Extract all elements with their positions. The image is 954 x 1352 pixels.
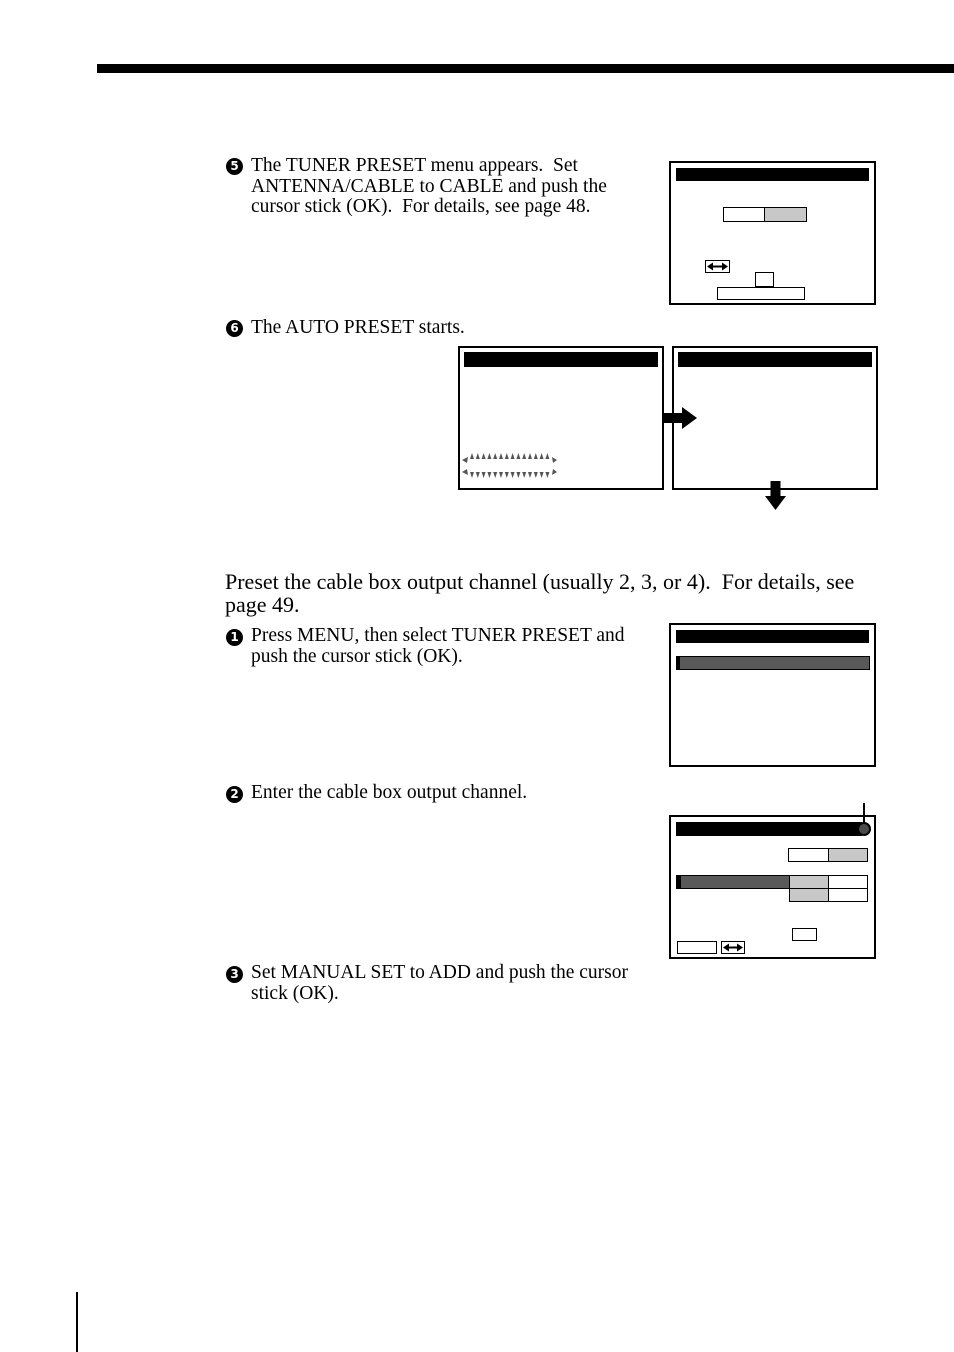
scanning-triangle [545,472,549,478]
selected-setting-row [676,875,868,889]
scanning-triangle [540,472,544,478]
row-option [829,876,867,888]
toggle-option-left [724,208,765,221]
scanning-triangle [545,453,549,459]
instruction-line: Set MANUAL SET to ADD and push the cursor [251,962,628,983]
step-instruction [251,963,628,1004]
instruction-line: push the cursor stick (OK). [251,645,463,667]
scanning-triangle [476,453,480,459]
cable-box-intro [225,570,854,616]
instruction-line: ANTENNA/CABLE to CABLE and push the [251,175,607,197]
scanning-triangle [522,472,526,478]
intro-line: page 49. [225,592,300,617]
row-option [829,889,867,901]
menu-title-bar [678,352,872,367]
scanning-triangle [552,469,557,475]
scanning-triangle [470,453,474,459]
step-instruction [251,626,625,667]
menu-title-bar [676,822,862,836]
left-right-arrow-icon [705,260,730,273]
scanning-triangle [462,457,468,463]
instruction-line: cursor stick (OK). For details, see page 48. [251,196,591,217]
manual-set-screen [669,815,876,959]
scanning-triangle [522,453,526,459]
scanning-indicator [461,450,559,482]
toggle-option-right-selected [829,849,867,861]
menu-title-bar [464,352,658,367]
scanning-triangle [516,453,520,459]
instruction-line: Press MENU, then select TUNER PRESET and [251,625,625,646]
scanning-triangle [516,472,520,478]
scanning-triangle [487,472,491,478]
row-option-selected [790,876,829,888]
instruction-line: stick (OK). [251,982,339,1004]
scanning-triangle [552,457,557,463]
scanning-triangle [505,453,509,459]
step-instruction [251,783,527,804]
value-field [755,272,774,287]
menu-title-bar [676,168,869,181]
step-number-badge: 6 [226,320,243,337]
scanning-triangle [482,472,486,478]
scanning-triangle [534,453,538,459]
toggle-option-left [789,849,829,861]
pointer-leader-line [863,803,865,823]
right-arrow-icon [662,407,698,429]
scanning-triangle [540,453,544,459]
scanning-triangle [487,453,491,459]
auto-preset-result-screen [672,346,878,490]
scanning-triangle [493,472,497,478]
scanning-triangle [499,472,503,478]
scanning-triangle [470,472,474,478]
menu-title-bar [676,630,869,643]
step-number-badge: 5 [226,158,243,175]
instruction-line: The TUNER PRESET menu appears. Set [251,155,578,176]
left-right-arrow-icon [721,941,745,954]
header-rule [97,64,954,73]
setting-options-row [789,888,868,902]
step-instruction [251,318,465,339]
row-option-selected [790,889,829,901]
instruction-line: Enter the cable box output channel. [251,782,528,803]
value-field [792,928,817,941]
scanning-triangle [499,453,503,459]
down-arrow-icon [765,481,786,511]
scanning-triangle [493,453,497,459]
selected-menu-row [676,656,870,670]
antenna-cable-toggle [788,848,868,862]
scanning-triangle [462,469,468,475]
step-number-badge: 2 [226,786,243,803]
scanning-triangle [528,453,532,459]
margin-rule [76,1292,78,1352]
intro-line: Preset the cable box output channel (usually 2, 3, or 4). For details, see [225,569,855,594]
step-number-badge: 3 [226,966,243,983]
scanning-triangle [511,453,515,459]
scanning-triangle [505,472,509,478]
scanning-triangle [511,472,515,478]
toggle-option-right-selected [765,208,806,221]
status-field [717,287,805,300]
tuner-preset-screen [669,161,876,305]
auto-preset-scanning-screen [458,346,664,490]
scanning-triangle [528,472,532,478]
step-number-badge: 1 [226,629,243,646]
scanning-triangle [476,472,480,478]
status-field [677,941,717,954]
instruction-line: The AUTO PRESET starts. [251,317,465,338]
scanning-triangle [534,472,538,478]
main-menu-screen [669,623,876,767]
pointer-dot-icon [857,822,871,836]
antenna-cable-toggle [723,207,807,222]
scanning-triangle [482,453,486,459]
row-label-highlight [677,876,790,888]
step-instruction [251,156,607,218]
